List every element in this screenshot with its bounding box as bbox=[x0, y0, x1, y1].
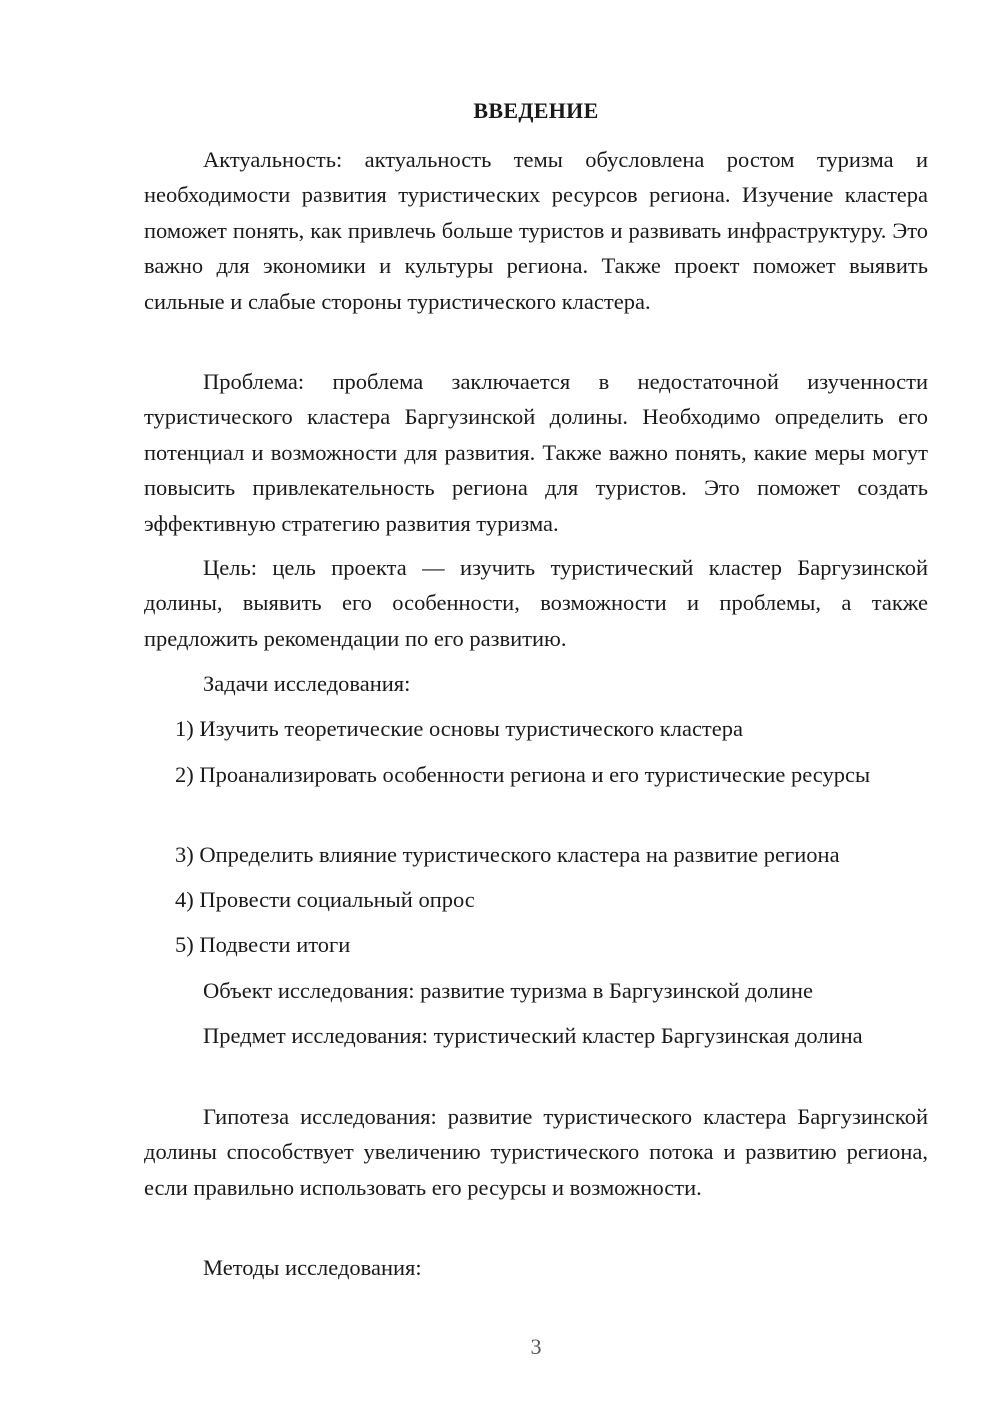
task-item: 3) Определить влияние туристического кластера на развитие региона bbox=[175, 842, 840, 867]
task-item: 4) Провести социальный опрос bbox=[175, 887, 475, 912]
page-number: 3 bbox=[530, 1334, 542, 1359]
task-item: 5) Подвести итоги bbox=[175, 932, 351, 957]
task-item: 1) Изучить теоретические основы туристического кластера bbox=[175, 716, 743, 741]
problem-paragraph: Проблема: проблема заключается в недостаточной изученности туристического кластера Баргузинской долины. Необходимо определить его потенциал и возможности для развития. Также важно понять, какие меры могут повысить привлекательность региона для туристов. Это поможет создать эффективную стратегию развития туризма. bbox=[144, 369, 928, 536]
task-item: 2) Проанализировать особенности региона и его туристические ресурсы bbox=[175, 762, 871, 787]
tasks-heading: Задачи исследования: bbox=[203, 671, 411, 696]
page-title: ВВЕДЕНИЕ bbox=[473, 98, 599, 123]
subject-paragraph: Предмет исследования: туристический кластер Баргузинская долина bbox=[203, 1023, 863, 1048]
object-paragraph: Объект исследования: развитие туризма в Баргузинской долине bbox=[203, 978, 813, 1003]
methods-heading: Методы исследования: bbox=[203, 1255, 422, 1280]
hypothesis-paragraph: Гипотеза исследования: развитие туристического кластера Баргузинской долины способствует увеличению туристического потока и развитию региона, если правильно использовать его ресурсы и возможности. bbox=[144, 1104, 928, 1200]
goal-paragraph: Цель: цель проекта — изучить туристический кластер Баргузинской долины, выявить его особенности, возможности и проблемы, а также предложить рекомендации по его развитию. bbox=[144, 555, 928, 651]
relevance-paragraph: Актуальность: актуальность темы обусловлена ростом туризма и необходимости развития туристических ресурсов региона. Изучение кластера поможет понять, как привлечь больше туристов и развивать инфраструктуру. Это важно для экономики и культуры региона. Также проект поможет выявить сильные и слабые стороны туристического кластера. bbox=[144, 147, 928, 314]
